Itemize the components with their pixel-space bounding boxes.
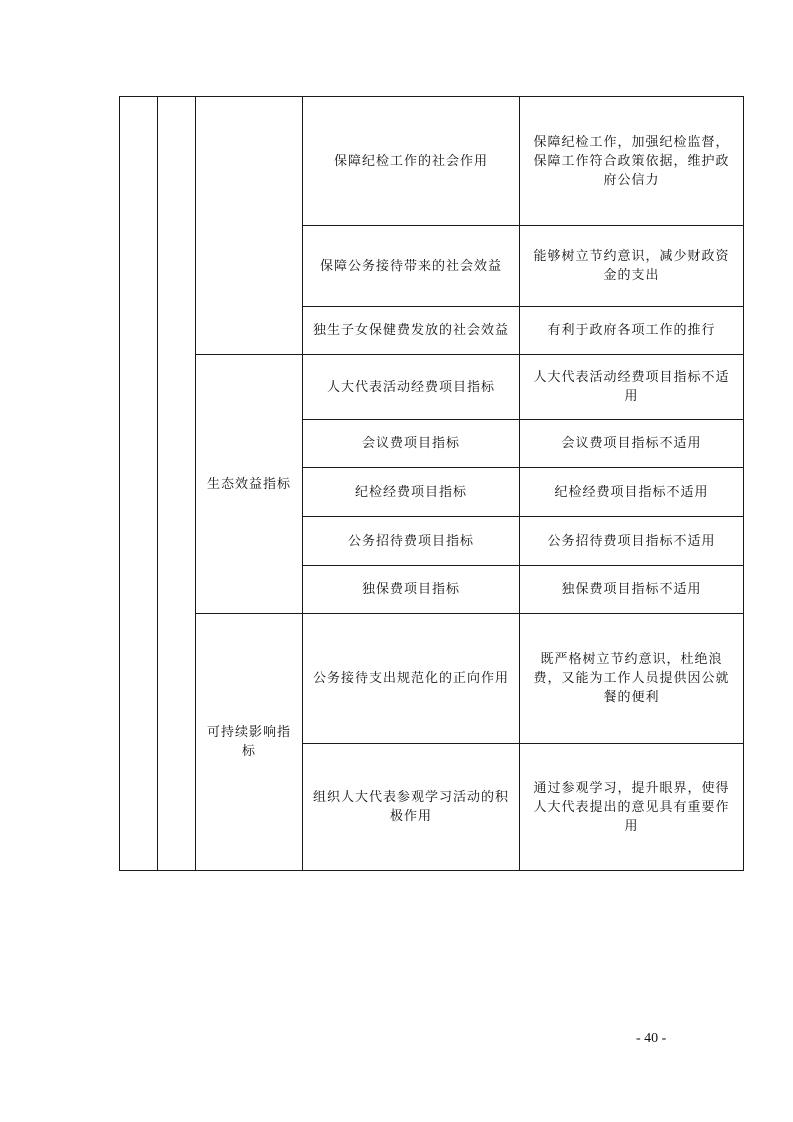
indicator-text: 公务招待费项目指标 [347,533,474,549]
value-cell [520,614,743,743]
indicator-text: 纪检经费项目指标 [354,484,467,500]
value-cell [520,420,743,467]
indicator-cell [303,744,519,870]
indicator-text: 会议费项目指标 [361,436,460,451]
indicator-text: 公务接待支出规范化的正向作用 [312,671,509,686]
indicator-text: 独保费项目指标 [361,582,460,597]
category-label: 生态效益指标 [206,476,291,492]
indicator-text: 组织人大代表参观学习活动的积极作用 [312,790,509,824]
category-cell-ecological [196,355,302,613]
indicator-cell [303,468,519,516]
value-cell [520,744,743,870]
indicator-text: 独生子女保健费发放的社会效益 [312,323,509,338]
value-cell [520,355,743,419]
indicator-text: 人大代表活动经费项目指标 [326,379,495,395]
table-border-bottom [119,870,744,871]
indicator-cell [303,566,519,613]
value-cell [520,468,743,516]
indicator-text: 保障纪检工作的社会作用 [333,153,488,169]
indicator-cell [303,226,519,306]
value-cell [520,97,743,225]
indicator-cell [303,355,519,419]
table-border-left [119,96,120,871]
value-text: 保障纪检工作，加强纪检监督，保障工作符合政策依据，维护政府公信力 [533,134,730,188]
value-text: 纪检经费项目指标不适用 [554,484,709,500]
indicator-table [119,96,744,871]
value-text: 通过参观学习，提升眼界，使得人大代表提出的意见具有重要作用 [533,780,730,834]
indicator-cell [303,614,519,743]
indicator-cell [303,97,519,225]
value-text: 独保费项目指标不适用 [561,582,702,597]
value-text: 有利于政府各项工作的推行 [547,323,716,338]
value-text: 公务招待费项目指标不适用 [547,533,716,549]
indicator-cell [303,517,519,565]
value-cell [520,226,743,306]
indicator-cell [303,420,519,467]
page-number: - 40 - [636,1031,667,1046]
value-text: 人大代表活动经费项目指标不适用 [533,370,730,404]
value-cell [520,307,743,354]
category-label: 可持续影响指标 [206,725,291,759]
value-text: 能够树立节约意识，减少财政资金的支出 [533,249,730,283]
table-border-right [743,96,744,871]
indicator-cell [303,307,519,354]
value-cell [520,517,743,565]
category-cell-sustainable [196,614,302,870]
value-text: 会议费项目指标不适用 [561,436,702,451]
value-text: 既严格树立节约意识，杜绝浪费，又能为工作人员提供因公就餐的便利 [533,652,730,705]
value-cell [520,566,743,613]
column-divider [157,96,158,871]
indicator-text: 保障公务接待带来的社会效益 [319,258,502,274]
